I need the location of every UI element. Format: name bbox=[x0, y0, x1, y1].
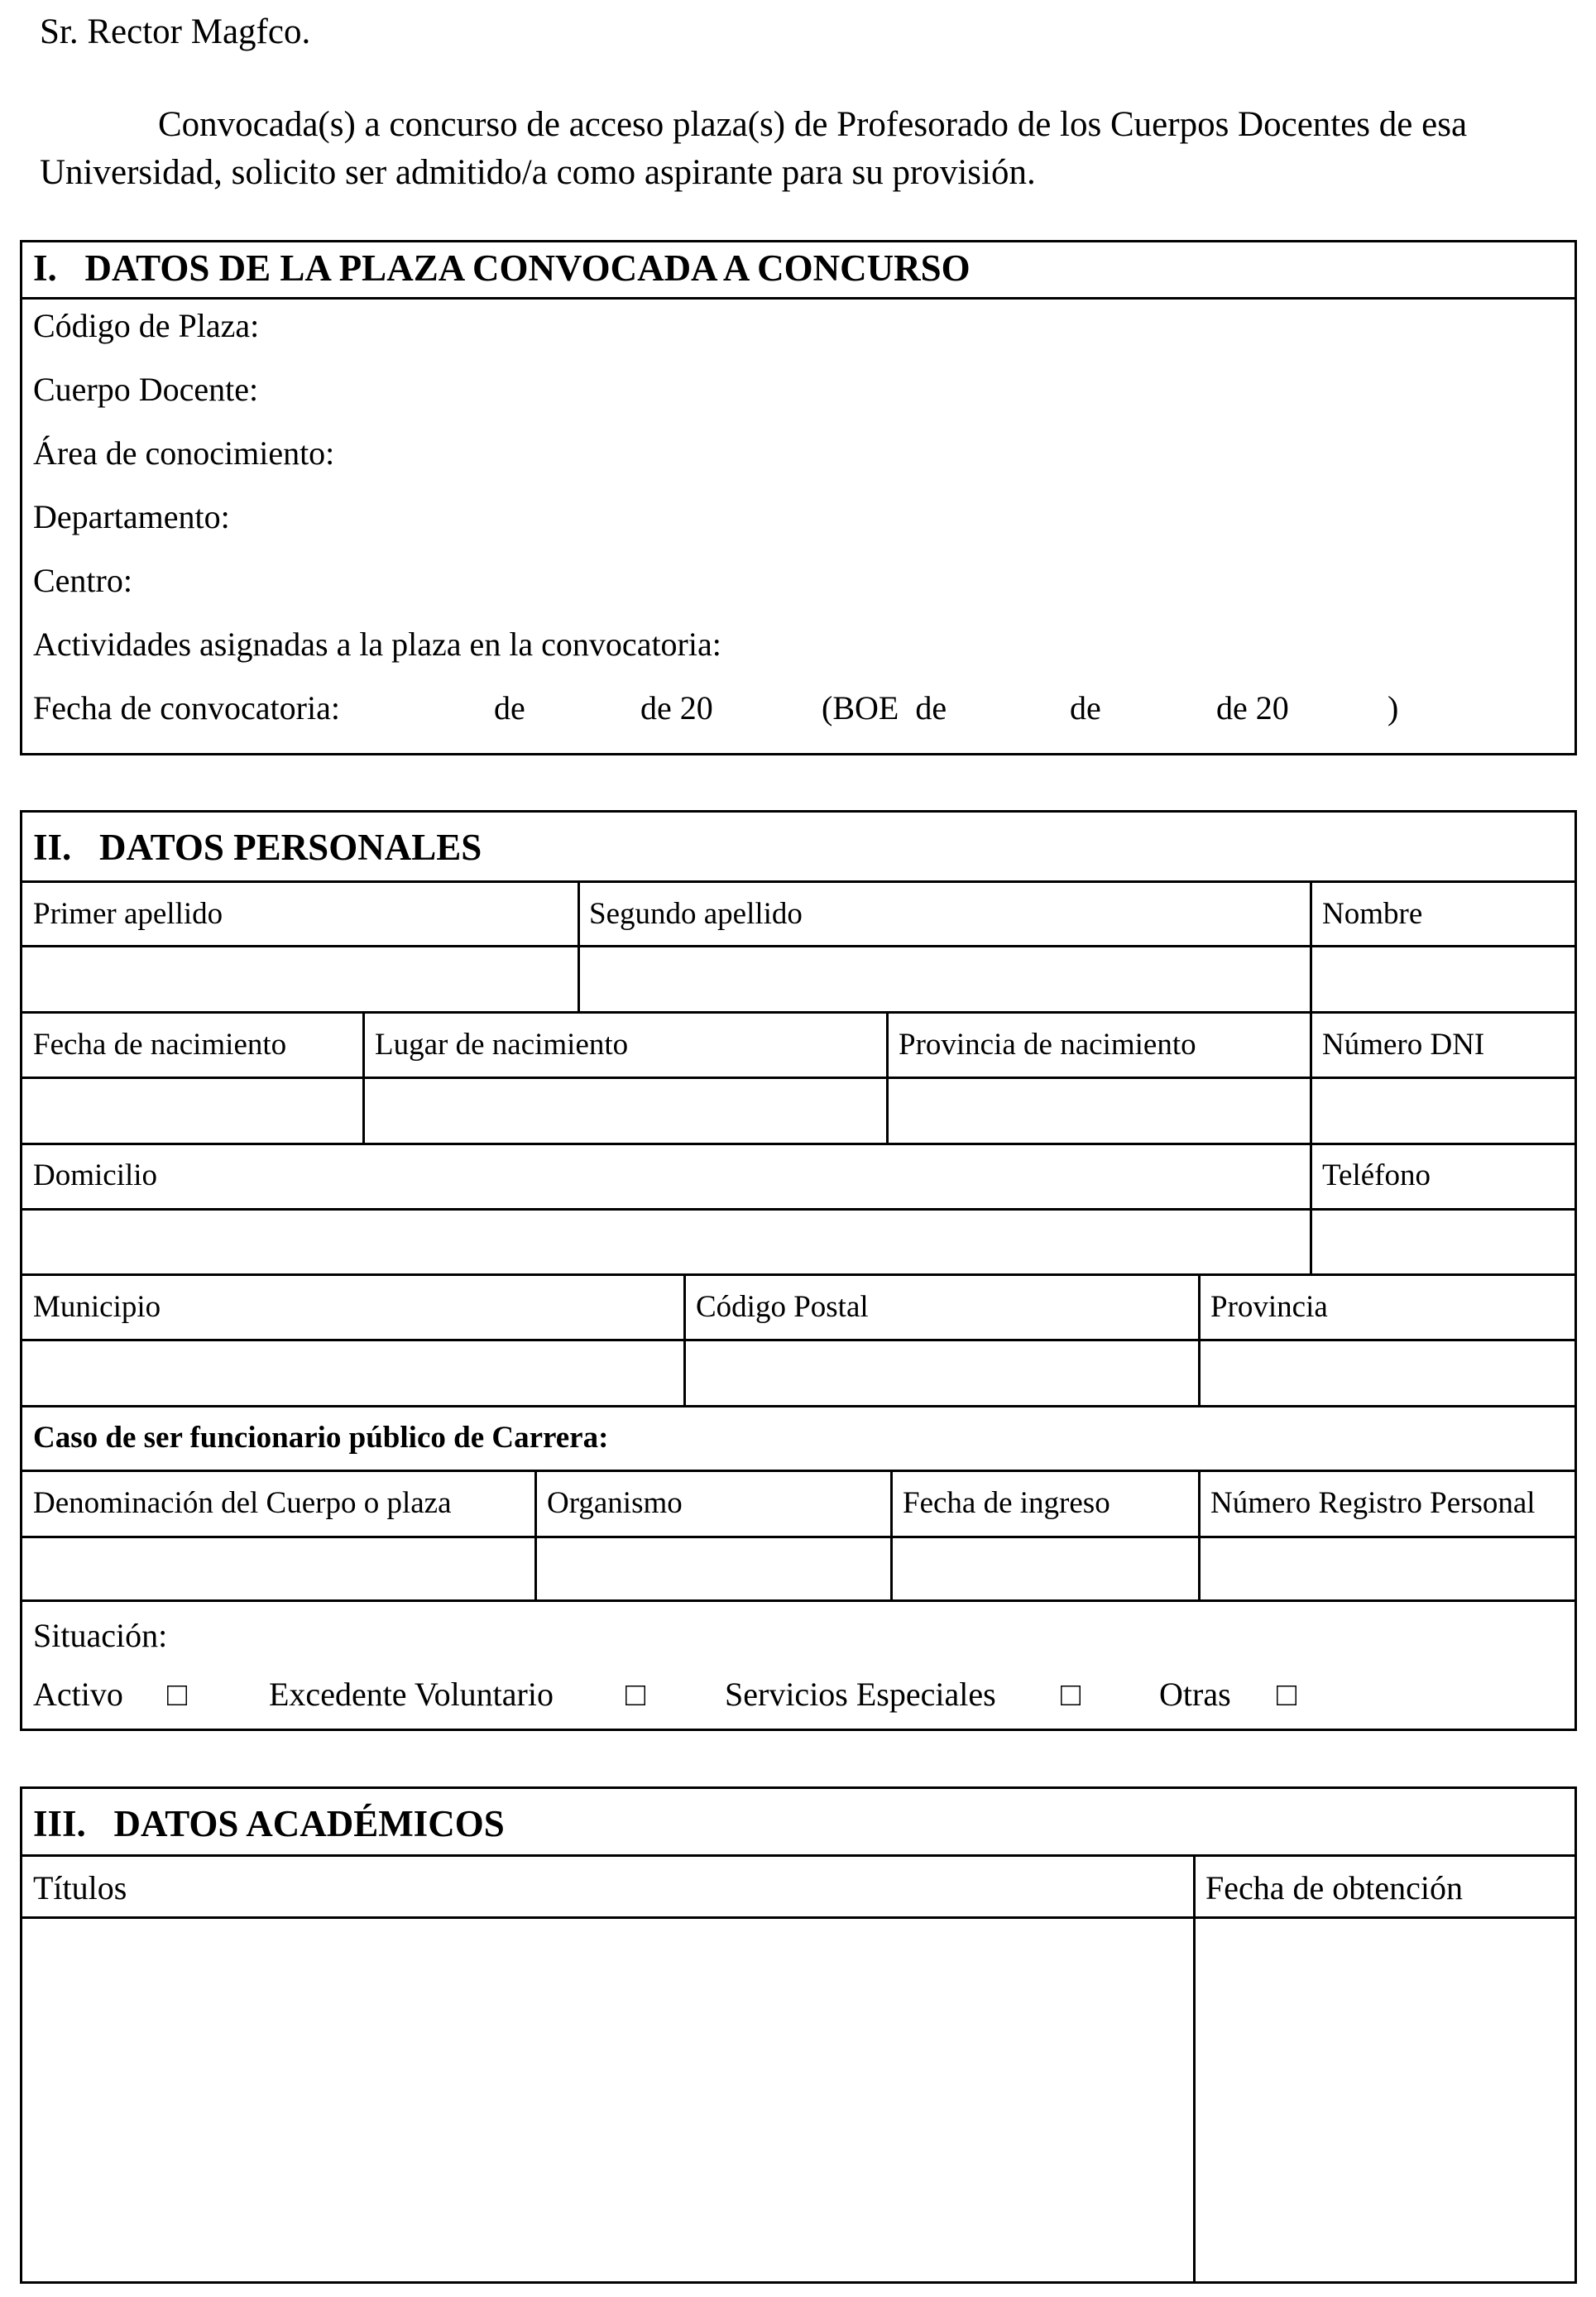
fecha-boe: (BOE de bbox=[822, 689, 947, 727]
option-servicios-checkbox[interactable]: □ bbox=[1061, 1676, 1081, 1713]
label-registro-personal: Número Registro Personal bbox=[1210, 1486, 1536, 1520]
fecha-obtencion-input-area[interactable] bbox=[1196, 1919, 1574, 2281]
label-organismo: Organismo bbox=[547, 1486, 683, 1520]
intro-paragraph: Convocada(s) a concurso de acceso plaza(s) de Profesorado de los Cuerpos Docentes de esa Universidad, solicito ser admitido/a como aspirante para su provisión. bbox=[40, 105, 1468, 192]
label-codigo-postal: Código Postal bbox=[696, 1290, 869, 1324]
field-centro: Centro: bbox=[33, 562, 132, 599]
label-situacion: Situación: bbox=[33, 1617, 168, 1654]
option-servicios-label: Servicios Especiales bbox=[725, 1676, 996, 1713]
field-actividades: Actividades asignadas a la plaza en la convocatoria: bbox=[33, 626, 721, 663]
field-area-conocimiento: Área de conocimiento: bbox=[33, 434, 335, 472]
option-activo-checkbox[interactable]: □ bbox=[167, 1676, 188, 1713]
label-fecha-obtencion: Fecha de obtención bbox=[1205, 1869, 1463, 1906]
option-activo-label: Activo bbox=[33, 1676, 123, 1713]
field-fecha-convocatoria: Fecha de convocatoria: bbox=[33, 689, 340, 727]
label-municipio: Municipio bbox=[33, 1290, 161, 1324]
fecha-de20-1: de 20 bbox=[640, 689, 713, 727]
section-personales bbox=[20, 810, 1577, 1731]
label-denominacion: Denominación del Cuerpo o plaza bbox=[33, 1486, 452, 1520]
label-nombre: Nombre bbox=[1322, 897, 1423, 931]
section-plaza-title: I. DATOS DE LA PLAZA CONVOCADA A CONCURSO bbox=[33, 247, 971, 289]
label-segundo-apellido: Segundo apellido bbox=[589, 897, 803, 931]
option-otras-checkbox[interactable]: □ bbox=[1277, 1676, 1297, 1713]
label-titulos: Títulos bbox=[33, 1869, 127, 1906]
field-cuerpo-docente: Cuerpo Docente: bbox=[33, 371, 259, 408]
label-provincia-nacimiento: Provincia de nacimiento bbox=[899, 1028, 1196, 1062]
label-fecha-nacimiento: Fecha de nacimiento bbox=[33, 1028, 287, 1062]
titulos-input-area[interactable] bbox=[22, 1919, 1193, 2281]
option-excedente-label: Excedente Voluntario bbox=[269, 1676, 554, 1713]
label-fecha-ingreso: Fecha de ingreso bbox=[903, 1486, 1110, 1520]
section-academicos-title: III. DATOS ACADÉMICOS bbox=[33, 1803, 505, 1844]
label-provincia: Provincia bbox=[1210, 1290, 1328, 1324]
section-personales-title: II. DATOS PERSONALES bbox=[33, 827, 482, 868]
option-otras-label: Otras bbox=[1159, 1676, 1231, 1713]
label-numero-dni: Número DNI bbox=[1322, 1028, 1485, 1062]
greeting: Sr. Rector Magfco. bbox=[40, 12, 311, 51]
fecha-de-1: de bbox=[494, 689, 525, 727]
option-excedente-checkbox[interactable]: □ bbox=[625, 1676, 646, 1713]
field-departamento: Departamento: bbox=[33, 498, 230, 535]
label-lugar-nacimiento: Lugar de nacimiento bbox=[375, 1028, 629, 1062]
fecha-de20-2: de 20 bbox=[1216, 689, 1289, 727]
fecha-de-2: de bbox=[1070, 689, 1101, 727]
label-domicilio: Domicilio bbox=[33, 1158, 158, 1192]
field-codigo-plaza: Código de Plaza: bbox=[33, 307, 260, 344]
label-primer-apellido: Primer apellido bbox=[33, 897, 223, 931]
label-funcionario: Caso de ser funcionario público de Carrera: bbox=[33, 1421, 609, 1455]
fecha-close-paren: ) bbox=[1388, 689, 1399, 727]
label-telefono: Teléfono bbox=[1322, 1158, 1431, 1192]
